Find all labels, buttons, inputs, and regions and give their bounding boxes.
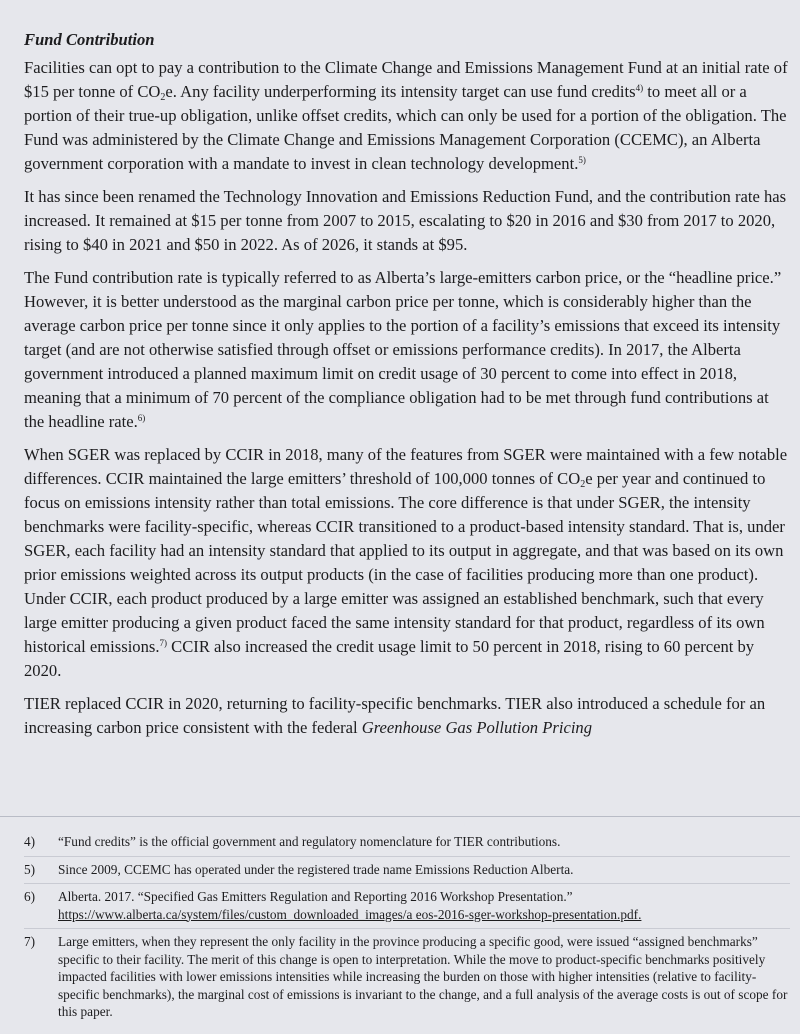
- p4-text-b: e per year and continued to focus on emissions intensity rather than total emissions. The core difference is that under SGER, the intensity benchmarks were facility-specific, whereas CCIR transitioned to a product-based intensity standard. That is, under SGER, each facility had an intensity standard that applied to its output in aggregate, and that was based on its own prior emissions weighted across its output products (in the case of facilities producing more than one product). Under CCIR, each product produced by a large emitter was assigned an established benchmark, such that every large emitter producing a given product faced the same intensity standard for that product, regardless of its own historical emissions.: [24, 469, 785, 656]
- p3-text: The Fund contribution rate is typically referred to as Alberta’s large-emitters carbon price, or the “headline price.” However, it is better understood as the marginal carbon price per tonne, which is considerably higher than the average carbon price per tonne since it only applies to the portion of a facility’s emissions that exceed its intensity target (and are not otherwise satisfied through offset or emissions performance credits). In 2017, the Alberta government introduced a planned maximum limit on credit usage of 30 percent to come into effect in 2018, meaning that a minimum of 70 percent of the compliance obligation had to be met through fund contributions at the headline rate.: [24, 268, 782, 431]
- footnote-6: [24, 884, 790, 929]
- footnote-number: 6): [24, 889, 36, 904]
- p4-text-a: When SGER was replaced by CCIR in 2018, many of the features from SGER were maintained with a few notable differences. CCIR maintained the large emitters’ threshold of 100,000 tonnes of CO: [24, 445, 788, 488]
- footnote-text: Large emitters, when they represent the only facility in the province producing a specific good, were issued “assigned benchmarks” specific to their facility. The merit of this change is open to interpretation. While the move to product-specific benchmarks positively impacted facilities with lower emissions intensities while increasing the burden on those with higher intensities (relative to facility-specific benchmarks), the marginal cost of emissions is invariant to the change, and a full analysis of the average costs is out of scope for this paper.: [58, 934, 788, 1019]
- main-text: [24, 28, 792, 749]
- footnote-text-wrap: [58, 888, 790, 923]
- paragraph-4: [24, 443, 792, 683]
- p5-text: TIER replaced CCIR in 2020, returning to facility-specific benchmarks. TIER also introduced a schedule for an increasing carbon price consistent with the federal: [24, 694, 766, 737]
- footnote-ref-4[interactable]: 4): [635, 83, 644, 93]
- footnote-ref-5[interactable]: 5): [578, 155, 586, 165]
- p1-subscript: 2: [160, 92, 166, 103]
- p4-text-c: CCIR also increased the credit usage limit to 50 percent in 2018, rising to 60 percent by 2020.: [24, 637, 755, 680]
- paragraph-1: [24, 56, 792, 176]
- footnote-ref-6[interactable]: 6): [137, 413, 146, 423]
- footnotes: [24, 829, 790, 1026]
- p5-italic-title: Greenhouse Gas Pollution Pricing: [361, 718, 593, 737]
- footnote-ref-7[interactable]: 7): [159, 638, 168, 648]
- footnote-number: 5): [24, 861, 36, 877]
- footnote-4: [24, 829, 790, 857]
- paragraph-5: [24, 692, 792, 740]
- footnote-number: 7): [24, 934, 36, 949]
- paragraph-2: It has since been renamed the Technology Innovation and Emissions Reduction Fund, and the contribution rate has increased. It remained at $15 per tonne from 2007 to 2015, escalating to $20 in 2016 and $30 from 2017 to 2020, rising to $40 in 2021 and $50 in 2022. As of 2026, it stands at $95.: [24, 187, 787, 254]
- section-heading: Fund Contribution: [24, 30, 155, 49]
- footnote-number: 4): [24, 834, 36, 849]
- footnote-text: “Fund credits” is the official government and regulatory nomenclature for TIER contributions.: [58, 834, 561, 849]
- footnote-text: Since 2009, CCEMC has operated under the registered trade name Emissions Reduction Alberta.: [58, 861, 574, 877]
- footnote-link[interactable]: https://www.alberta.ca/system/files/custom_downloaded_images/a eos-2016-sger-workshop-presentation.pdf.: [58, 906, 642, 922]
- footnote-5: [24, 857, 790, 885]
- p1-text-a: Facilities can opt to pay a contribution to the Climate Change and Emissions Management Fund at an initial rate of $15 per tonne of CO: [24, 58, 788, 101]
- paragraph-3: [24, 266, 792, 434]
- p4-subscript: 2: [580, 479, 586, 490]
- footnote-text: Alberta. 2017. “Specified Gas Emitters Regulation and Reporting 2016 Workshop Presentation.”: [58, 889, 573, 904]
- p1-text-b: e. Any facility underperforming its intensity target can use fund credits: [165, 82, 636, 101]
- p1-text-c: to meet all or a portion of their true-up obligation, unlike offset credits, which can only be used for a portion of the obligation. The Fund was administered by the Climate Change and Emissions Management Corporation (CCEMC), an Alberta government corporation with a mandate to invest in clean technology development.: [24, 82, 787, 173]
- footnote-7: [24, 929, 790, 1026]
- footnote-divider: [0, 816, 800, 817]
